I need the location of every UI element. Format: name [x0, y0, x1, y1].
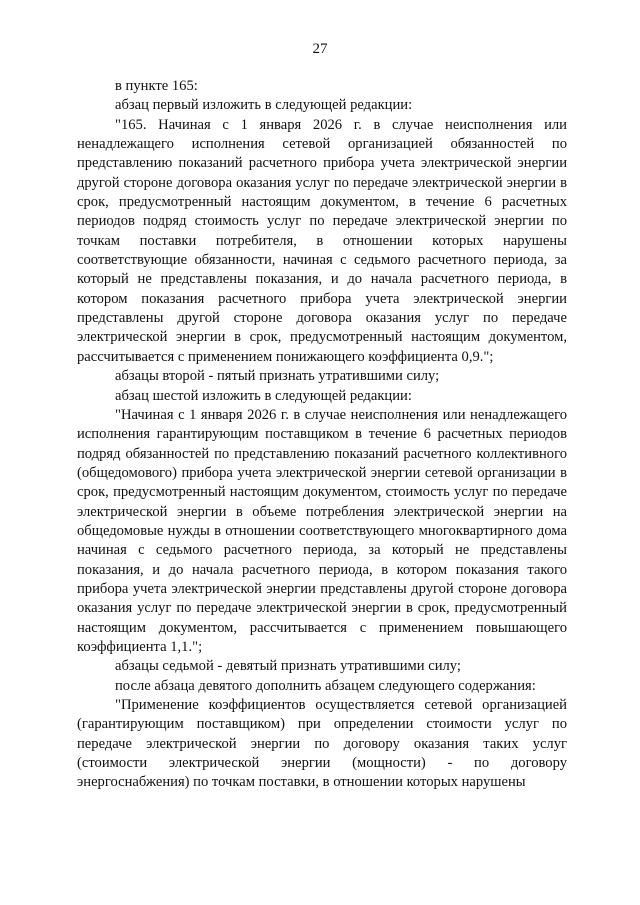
paragraph-8: после абзаца девятого дополнить абзацем следующего содержания:: [115, 677, 536, 694]
paragraph-6: "Начиная с 1 января 2026 г. в случае неисполнения или ненадлежащего исполнения гарантирующим поставщиком в течение 6 расчетных периодов подряд обязанностей по представлению показаний расчетного коллективного (общедомового) прибора учета электрической энергии сетевой организации в срок, предусмотренный настоящим документом, стоимость услуг по передаче электрической энергии в объеме потребления электрической энергии на общедомовые нужды в отношении соответствующего многоквартирного дома начиная с седьмого расчетного периода, за который не представлены показания, и до начала расчетного периода, в котором показания такого прибора учета электрической энергии представлены другой стороне договора оказания услуг по передаче электрической энергии в срок, предусмотренный настоящим документом, рассчитывается с применением повышающего коэффициента 1,1.";: [77, 406, 567, 655]
paragraph-1: в пункте 165:: [115, 78, 198, 94]
paragraph-3: "165. Начиная с 1 января 2026 г. в случае неисполнения или ненадлежащего исполнения сетевой организацией обязанностей по представлению показаний расчетного прибора учета электрической энергии другой стороне договора оказания услуг по передаче электрической энергии в срок, предусмотренный настоящим документом, в течение 6 расчетных периодов подряд стоимость услуг по передаче электрической энергии по точкам поставки потребителя, в отношении которых нарушены соответствующие обязанности, начиная с седьмого расчетного периода, за который не представлены показания, и до начала расчетного периода, в котором показания расчетного прибора учета электрической энергии представлены другой стороне договора оказания услуг по передаче электрической энергии в срок, предусмотренный настоящим документом, рассчитывается с применением понижающего коэффициента 0,9.";: [77, 116, 567, 365]
paragraph-9: "Применение коэффициентов осуществляется сетевой организацией (гарантирующим поставщиком) при определении стоимости услуг по передаче электрической энергии по договору оказания таких услуг (стоимости электрической энергии (мощности) - по договору энергоснабжения) по точкам поставки, в отношении которых нарушены: [77, 697, 567, 791]
paragraph-4: абзацы второй - пятый признать утратившими силу;: [115, 368, 440, 385]
document-body: [77, 77, 567, 793]
paragraph-7: абзацы седьмой - девятый признать утратившими силу;: [115, 658, 461, 675]
page-number: 27: [312, 41, 328, 57]
paragraph-2: абзац первый изложить в следующей редакции:: [115, 97, 413, 114]
paragraph-5: абзац шестой изложить в следующей редакции:: [115, 387, 412, 404]
